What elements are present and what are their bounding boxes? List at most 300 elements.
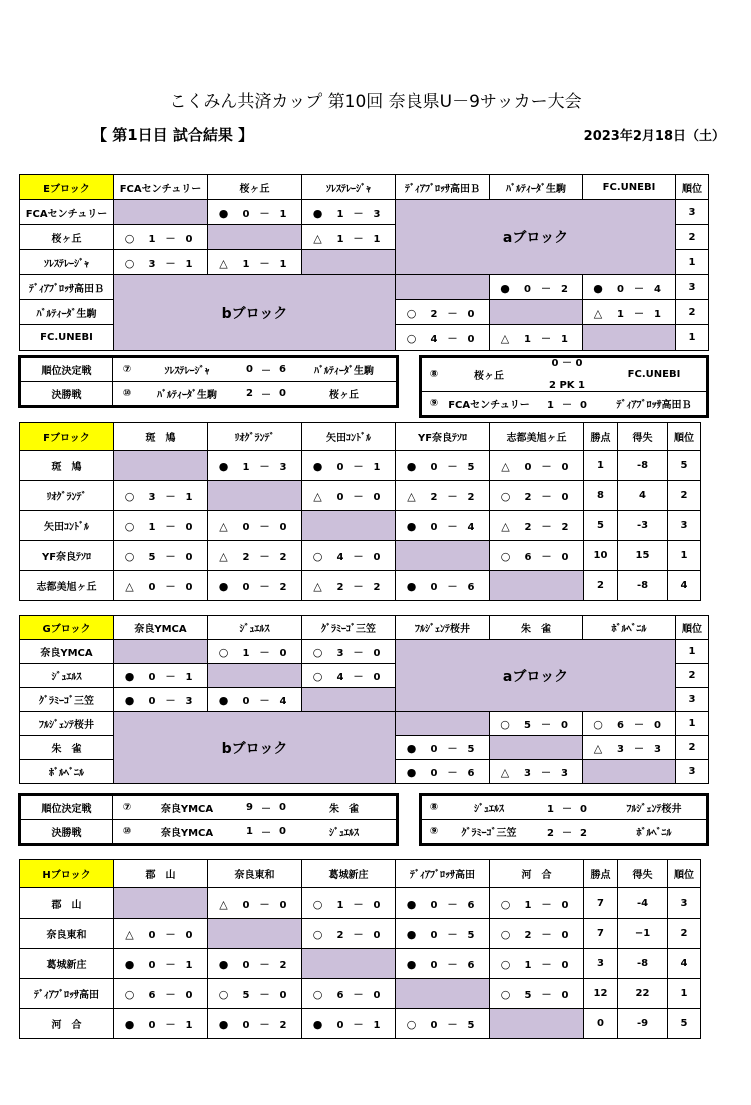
score-against: 6	[467, 582, 475, 593]
result-mark: ●	[406, 897, 417, 911]
score-for: 1	[617, 308, 624, 320]
score-dash: －	[259, 462, 270, 473]
result-mark: △	[219, 550, 228, 563]
self-match-cell	[302, 688, 396, 712]
score-against: 1	[185, 1020, 193, 1031]
team-name: 奈良東和	[20, 919, 114, 949]
result-cell	[208, 949, 302, 979]
score-for: 0	[617, 283, 624, 295]
result-cell	[114, 250, 208, 275]
block-label: Gブロック	[20, 616, 114, 640]
team-header: 河 合	[490, 860, 584, 888]
result-mark: △	[593, 306, 603, 320]
self-match-cell	[114, 888, 208, 919]
result-cell	[396, 300, 490, 325]
home-team: 奈良YMCA	[160, 804, 214, 815]
score-dash: －	[634, 720, 644, 731]
team-header: 斑 鳩	[114, 423, 208, 451]
result-mark: ●	[218, 694, 229, 707]
classification-right	[421, 795, 707, 844]
score-for: 0	[430, 462, 438, 473]
team-name: FCAセンチュリー	[20, 200, 114, 225]
result-mark: ○	[312, 670, 323, 683]
score-dash: －	[541, 768, 551, 779]
score-for: 3	[524, 768, 531, 779]
f-block-table	[19, 422, 701, 601]
result-mark: ○	[124, 550, 135, 563]
score-dash: －	[259, 990, 270, 1001]
points-value: 12	[584, 979, 618, 1009]
points-value: 10	[584, 541, 618, 571]
score-dash: －	[353, 582, 364, 593]
result-mark: ●	[124, 958, 135, 971]
score-against: 2	[279, 552, 287, 563]
result-mark: ●	[312, 1018, 323, 1031]
score-against: 2	[561, 522, 569, 533]
result-mark: ●	[406, 580, 417, 593]
result-cell	[396, 736, 490, 760]
score-dash: －	[541, 462, 552, 473]
result-cell	[396, 571, 490, 601]
score-for: 4	[336, 672, 344, 683]
points-value: 2	[584, 571, 618, 601]
result-cell	[302, 541, 396, 571]
result-cell	[208, 511, 302, 541]
score-against: 0	[373, 930, 381, 941]
result-mark: △	[313, 580, 322, 593]
score-dash: －	[165, 552, 176, 563]
score-for: 0	[242, 696, 250, 707]
score-for: 3	[148, 258, 156, 270]
score-against: 0	[185, 233, 193, 245]
score-dash: －	[541, 552, 552, 563]
classification-right	[421, 357, 707, 416]
result-cell	[396, 481, 490, 511]
result-cell	[114, 481, 208, 511]
away-team: ﾎﾞﾙﾍﾞﾆﾙ	[636, 828, 672, 839]
score-dash: －	[353, 990, 364, 1001]
score-dash: －	[165, 960, 176, 971]
points-value: 8	[584, 481, 618, 511]
score-away: 0	[580, 400, 587, 411]
score-away: 0	[279, 826, 286, 837]
result-mark: △	[500, 766, 510, 779]
team-name: ｿﾚｽﾃﾚｰｼﾞｬ	[20, 250, 114, 275]
away-team: ﾃﾞｨｱﾌﾞﾛｯｻ高田Ｂ	[616, 400, 692, 411]
result-mark: ●	[218, 460, 229, 473]
score-against: 1	[561, 334, 568, 345]
result-mark: ○	[500, 490, 511, 503]
result-cell	[208, 640, 302, 664]
result-mark: ○	[500, 718, 510, 731]
rank-value: 5	[668, 451, 701, 481]
score-dash: －	[447, 334, 458, 345]
rank-value: 3	[668, 511, 701, 541]
result-mark: ○	[218, 646, 229, 659]
result-cell	[302, 451, 396, 481]
team-header: ﾃﾞｨｱﾌﾞﾛｯｻ高田	[396, 860, 490, 888]
score-dash: －	[541, 334, 551, 345]
away-team: FC.UNEBI	[627, 369, 681, 380]
home-team: FCAセンチュリー	[448, 400, 530, 411]
result-cell	[490, 760, 583, 784]
score-dash: －	[261, 828, 271, 839]
score-for: 0	[242, 582, 250, 593]
rank-value: 4	[668, 571, 701, 601]
score-for: 1	[242, 648, 250, 659]
document-title: こくみん共済カップ 第10回 奈良県U－9サッカー大会	[169, 92, 582, 112]
score-for: 6	[617, 720, 624, 731]
goal-diff-value: -4	[618, 888, 668, 919]
score-against: 4	[467, 522, 475, 533]
score-for: 1	[524, 960, 532, 971]
home-team: 桜ヶ丘	[474, 371, 504, 382]
result-cell	[490, 541, 584, 571]
score-against: 2	[279, 960, 287, 971]
team-name: ﾃﾞｨｱﾌﾞﾛｯｻ高田	[20, 979, 114, 1009]
score-dash: －	[353, 648, 364, 659]
score-dash: －	[353, 672, 364, 683]
self-match-cell	[396, 275, 490, 300]
goal-diff-value: -8	[618, 571, 668, 601]
score-against: 3	[561, 768, 568, 779]
rank-value: 3	[676, 688, 709, 712]
score-dash: －	[259, 696, 270, 707]
result-cell	[208, 1009, 302, 1039]
result-cell	[396, 949, 490, 979]
result-cell	[208, 541, 302, 571]
team-name: ﾃﾞｨｱﾌﾞﾛｯｻ高田Ｂ	[20, 275, 114, 300]
goal-diff-value: −1	[618, 919, 668, 949]
result-mark: ○	[500, 897, 511, 911]
result-mark: ●	[593, 281, 603, 295]
goal-diff-value: -8	[618, 451, 668, 481]
result-cell	[114, 919, 208, 949]
score-dash: －	[165, 672, 176, 683]
result-mark: △	[219, 897, 228, 911]
score-dash: －	[447, 582, 458, 593]
match-type: 決勝戦	[21, 820, 113, 844]
score-dash: －	[541, 720, 551, 731]
team-name: 斑 鳩	[20, 451, 114, 481]
score-against: 4	[654, 283, 661, 295]
score-against: 0	[279, 899, 287, 911]
score-against: 0	[373, 492, 381, 503]
result-mark: ○	[312, 928, 323, 941]
result-mark: ○	[124, 256, 135, 270]
score-for: 0	[242, 1020, 250, 1031]
score-dash: －	[353, 1020, 364, 1031]
score-against: 3	[373, 208, 381, 220]
result-cell	[490, 712, 583, 736]
score-dash: －	[259, 1020, 270, 1031]
score-against: 5	[467, 462, 475, 473]
block-label: Eブロック	[20, 175, 114, 200]
score-dash: －	[634, 744, 644, 755]
score-dash: －	[261, 804, 271, 815]
result-cell	[114, 979, 208, 1009]
self-match-cell	[302, 949, 396, 979]
points-value: 3	[584, 949, 618, 979]
away-team: 桜ヶ丘	[329, 390, 359, 401]
score-for: 0	[148, 960, 156, 971]
score-dash: －	[259, 582, 270, 593]
score-dash: －	[447, 462, 458, 473]
block-label: Hブロック	[20, 860, 114, 888]
self-match-cell	[490, 736, 583, 760]
a-block-panel: aブロック	[396, 200, 676, 275]
score-dash: －	[634, 283, 644, 295]
result-cell	[302, 1009, 396, 1039]
score-against: 0	[561, 930, 569, 941]
team-name: 朱 雀	[20, 736, 114, 760]
team-name: ｸﾞﾗﾐｰｺﾞ三笠	[20, 688, 114, 712]
rank-value: 2	[676, 736, 709, 760]
team-name: ﾘｵｸﾞﾗﾝﾃﾞ	[20, 481, 114, 511]
score-for: 1	[524, 899, 532, 911]
rank-value: 2	[668, 481, 701, 511]
result-mark: ○	[406, 306, 417, 320]
score-against: 0	[279, 990, 287, 1001]
score-against: 0	[279, 648, 287, 659]
self-match-cell	[396, 541, 490, 571]
result-mark: △	[219, 520, 228, 533]
result-mark: ●	[500, 281, 510, 295]
score-for: 0	[336, 492, 344, 503]
score-for: 0	[430, 582, 438, 593]
score-against: 4	[279, 696, 287, 707]
rank-value: 3	[676, 200, 709, 225]
rank-value: 2	[676, 664, 709, 688]
self-match-cell	[583, 760, 676, 784]
match-number: ⑧	[429, 369, 439, 380]
result-cell	[490, 481, 584, 511]
score-for: 0	[148, 1020, 156, 1031]
score-for: 0	[148, 582, 156, 593]
score-for: 2	[242, 552, 250, 563]
goal-diff-value: 15	[618, 541, 668, 571]
result-cell	[583, 300, 676, 325]
pk-line: 2 PK 1	[549, 380, 585, 391]
team-name: 奈良YMCA	[20, 640, 114, 664]
score-against: 0	[467, 308, 475, 320]
day-subtitle: 【 第1日目 試合結果 】	[92, 126, 254, 144]
team-header: 奈良東和	[208, 860, 302, 888]
score-dash: －	[562, 804, 572, 815]
team-header: ｸﾞﾗﾐｰｺﾞ三笠	[302, 616, 396, 640]
score-for: 1	[336, 233, 344, 245]
result-mark: ○	[500, 550, 511, 563]
score-against: 0	[561, 492, 569, 503]
rank-value: 1	[676, 325, 709, 351]
score-for: 4	[336, 552, 344, 563]
result-cell	[302, 664, 396, 688]
result-mark: ○	[312, 988, 323, 1001]
score-dash: －	[165, 522, 176, 533]
score-for: 0	[430, 930, 438, 941]
result-cell	[302, 640, 396, 664]
match-type: 順位決定戦	[21, 358, 113, 382]
result-mark: ○	[500, 988, 511, 1001]
result-cell	[490, 979, 584, 1009]
team-header: FCAセンチュリー	[114, 175, 208, 200]
score-dash: －	[259, 960, 270, 971]
g-block-table	[19, 615, 709, 784]
score-against: 1	[279, 208, 287, 220]
score-for: 3	[148, 492, 156, 503]
self-match-cell	[396, 712, 490, 736]
score-dash: －	[541, 990, 552, 1001]
team-name: ﾌﾙｼﾞｪﾝﾃ桜井	[20, 712, 114, 736]
score-dash: －	[353, 930, 364, 941]
score-for: 0	[430, 522, 438, 533]
score-dash: －	[259, 899, 270, 911]
result-mark: ○	[124, 520, 135, 533]
score-dash: －	[447, 308, 458, 320]
away-team: ｼﾞｭｴﾙｽ	[329, 828, 359, 839]
goal-diff-value: 22	[618, 979, 668, 1009]
score-against: 2	[467, 492, 475, 503]
score-dash: －	[353, 899, 364, 911]
score-for: 0	[242, 522, 250, 533]
result-cell	[490, 451, 584, 481]
result-cell	[114, 571, 208, 601]
score-dash: －	[541, 930, 552, 941]
result-mark: ○	[406, 1018, 417, 1031]
team-name: 矢田ｺﾝﾄﾞﾙ	[20, 511, 114, 541]
score-for: 0	[524, 462, 532, 473]
match-number: ⑨	[429, 398, 439, 409]
score-dash: －	[541, 522, 552, 533]
score-against: 0	[279, 522, 287, 533]
score-against: 1	[373, 1020, 381, 1031]
goal-diff-value: -9	[618, 1009, 668, 1039]
result-cell	[208, 888, 302, 919]
score-for: 2	[430, 308, 438, 320]
result-mark: △	[125, 580, 134, 593]
score-dash: －	[634, 308, 644, 320]
score-against: 0	[185, 522, 193, 533]
score-dash: －	[165, 1020, 176, 1031]
stat-header: 順位	[668, 423, 701, 451]
score-against: 0	[467, 334, 475, 345]
score-dash: －	[562, 828, 572, 839]
team-header: ｿﾚｽﾃﾚｰｼﾞｬ	[302, 175, 396, 200]
result-cell	[583, 712, 676, 736]
team-header: 志都美旭ヶ丘	[490, 423, 584, 451]
score-for: 0	[430, 960, 438, 971]
classification-left	[20, 795, 397, 844]
score-for: 5	[524, 720, 531, 731]
result-mark: ●	[406, 460, 417, 473]
score-against: 1	[185, 960, 193, 971]
score-dash: －	[259, 258, 270, 270]
score-for: 0	[148, 696, 156, 707]
result-mark: ●	[406, 520, 417, 533]
score-dash: －	[447, 768, 458, 779]
score-for: 0	[336, 462, 344, 473]
result-cell	[208, 250, 302, 275]
score-dash: －	[165, 696, 176, 707]
result-cell	[208, 688, 302, 712]
score-for: 2	[336, 930, 344, 941]
score-against: 0	[185, 990, 193, 1001]
score-against: 3	[185, 696, 193, 707]
team-name: ﾊﾞﾙﾃｨｰﾀﾞ生駒	[20, 300, 114, 325]
score-for: 0	[242, 899, 250, 911]
team-header: ｼﾞｭｴﾙｽ	[208, 616, 302, 640]
team-name: 葛城新庄	[20, 949, 114, 979]
score-against: 0	[561, 552, 569, 563]
team-header: 葛城新庄	[302, 860, 396, 888]
team-name: 河 合	[20, 1009, 114, 1039]
self-match-cell	[208, 225, 302, 250]
score-against: 0	[561, 960, 569, 971]
score-for: 1	[336, 899, 344, 911]
result-mark: ●	[218, 958, 229, 971]
points-value: 7	[584, 919, 618, 949]
score-against: 5	[467, 930, 475, 941]
result-cell	[583, 275, 676, 300]
score-for: 1	[336, 208, 344, 220]
team-name: FC.UNEBI	[20, 325, 114, 351]
result-mark: ●	[406, 766, 417, 779]
team-header: ﾃﾞｨｱﾌﾞﾛｯｻ高田Ｂ	[396, 175, 490, 200]
result-mark: △	[501, 520, 510, 533]
away-team: ﾌﾙｼﾞｪﾝﾃ桜井	[626, 804, 682, 815]
result-cell	[114, 1009, 208, 1039]
score-dash: －	[165, 990, 176, 1001]
self-match-cell	[302, 511, 396, 541]
stat-header: 勝点	[584, 860, 618, 888]
score-dash: －	[447, 744, 458, 755]
result-cell	[302, 481, 396, 511]
result-cell	[114, 511, 208, 541]
result-mark: ●	[406, 742, 417, 755]
score-against: 5	[467, 1020, 475, 1031]
score-away: 2	[580, 828, 587, 839]
result-cell	[490, 325, 583, 351]
result-mark: ○	[312, 646, 323, 659]
b-block-panel: bブロック	[114, 712, 396, 784]
score-home: 0	[246, 364, 253, 375]
score-for: 2	[524, 492, 532, 503]
result-mark: △	[407, 490, 416, 503]
result-cell	[490, 919, 584, 949]
stat-header: 順位	[668, 860, 701, 888]
result-cell	[396, 511, 490, 541]
result-cell	[490, 511, 584, 541]
result-mark: △	[313, 490, 322, 503]
score-for: 6	[148, 990, 156, 1001]
score-dash: －	[353, 552, 364, 563]
self-match-cell	[114, 640, 208, 664]
result-mark: ○	[406, 332, 417, 345]
classification-left	[20, 357, 397, 406]
score-for: 5	[148, 552, 156, 563]
score-dash: －	[541, 492, 552, 503]
result-cell	[396, 919, 490, 949]
score-home: 1	[547, 804, 554, 815]
score-dash: －	[447, 492, 458, 503]
score-away: 0	[580, 804, 587, 815]
result-mark: ○	[593, 718, 603, 731]
team-header: ﾘｵｸﾞﾗﾝﾃﾞ	[208, 423, 302, 451]
result-cell	[396, 451, 490, 481]
result-cell	[396, 888, 490, 919]
result-mark: ●	[218, 580, 229, 593]
rank-value: 2	[676, 225, 709, 250]
